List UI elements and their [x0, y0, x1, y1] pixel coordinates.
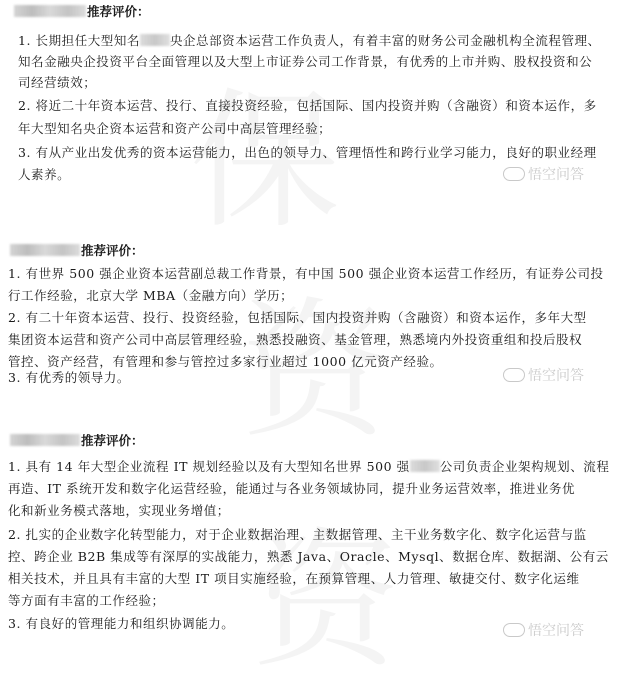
text-line: 2. 扎实的企业数字化转型能力，对于企业数据治理、主数据管理、主干业务数字化、数字化运营与监 — [8, 527, 587, 542]
section-header — [10, 242, 144, 260]
text-line: 行工作经验，北京大学 MBA（金融方向）学历； — [8, 288, 294, 303]
text-line: 年大型知名央企资本运营和资产公司中高层管理经验； — [18, 121, 332, 136]
text-fragment: 央企总部资本运营工作负责人，有着丰富的财务公司金融机构全流程管理、 — [169, 33, 601, 48]
section-header — [14, 3, 150, 21]
text-line: 知名金融央企投资平台全面管理以及大型上市证券公司工作背景，有优秀的上市并购、股权投资和公 — [18, 54, 593, 69]
header-label: 推荐评价： — [87, 4, 150, 19]
text-fragment: 公司负责企业架构规划、流程 — [439, 459, 610, 474]
redacted-name — [10, 434, 80, 446]
text-line: 2. 有二十年资本运营、投行、投资经验，包括国际、国内投资并购（含融资）和资本运作，多年大型 — [8, 310, 587, 325]
watermark — [503, 365, 584, 385]
watermark-logo-icon — [503, 167, 525, 181]
redacted-name — [10, 244, 80, 256]
watermark — [503, 164, 584, 184]
watermark-text: 悟空问答 — [528, 368, 584, 384]
text-line: 3. 有良好的管理能力和组织协调能力。 — [8, 616, 235, 631]
watermark — [503, 620, 584, 640]
text-line: 集团资本运营和资产公司中高层管理经验，熟悉投融资、基金管理，熟悉境内外投资重组和投后股权 — [8, 332, 583, 347]
text-line — [8, 457, 609, 477]
text-line: 2. 将近二十年资本运营、投行、直接投资经验，包括国际、国内投资并购（含融资）和资本运作，多 — [18, 98, 597, 113]
text-line: 等方面有丰富的工作经验； — [8, 593, 165, 608]
watermark-text: 悟空问答 — [528, 623, 584, 639]
redacted-text — [410, 460, 440, 472]
text-line: 3. 有优秀的领导力。 — [8, 370, 130, 385]
text-line: 管控、资产经营，有管理和参与管控过多家行业超过 1000 亿元资产经验。 — [8, 354, 443, 369]
text-fragment: 1. 长期担任大型知名 — [18, 33, 140, 48]
redacted-text — [140, 34, 170, 46]
text-line: 司经营绩效； — [18, 75, 97, 90]
redacted-name — [14, 5, 86, 17]
watermark-logo-icon — [503, 623, 525, 637]
text-line — [18, 31, 601, 51]
text-line: 化和新业务模式落地，实现业务增值； — [8, 503, 230, 518]
text-line: 再造、IT 系统开发和数字化运营经验，能通过与各业务领域协同，提升业务运营效率，推进业务优 — [8, 481, 575, 496]
text-line: 3. 有从产业出发优秀的资本运营能力，出色的领导力、管理悟性和跨行业学习能力，良好的职业经理 — [18, 145, 597, 160]
text-fragment: 1. 具有 14 年大型企业流程 IT 规划经验以及有大型知名世界 500 强 — [8, 459, 410, 474]
section-header — [10, 432, 144, 450]
header-label: 推荐评价： — [81, 243, 144, 258]
header-label: 推荐评价： — [81, 433, 144, 448]
watermark-logo-icon — [503, 368, 525, 382]
text-line: 1. 有世界 500 强企业资本运营副总裁工作背景，有中国 500 强企业资本运营工作经历，有证券公司投 — [8, 266, 604, 281]
text-line: 人素养。 — [18, 167, 71, 182]
text-line: 控、跨企业 B2B 集成等有深厚的实战能力，熟悉 Java、Oracle、Mysql、数据仓库、数据湖、公有云 — [8, 549, 609, 564]
text-line: 相关技术，并且具有丰富的大型 IT 项目实施经验，在预算管理、人力管理、敏捷交付、数字化运维 — [8, 571, 580, 586]
watermark-text: 悟空问答 — [528, 167, 584, 183]
